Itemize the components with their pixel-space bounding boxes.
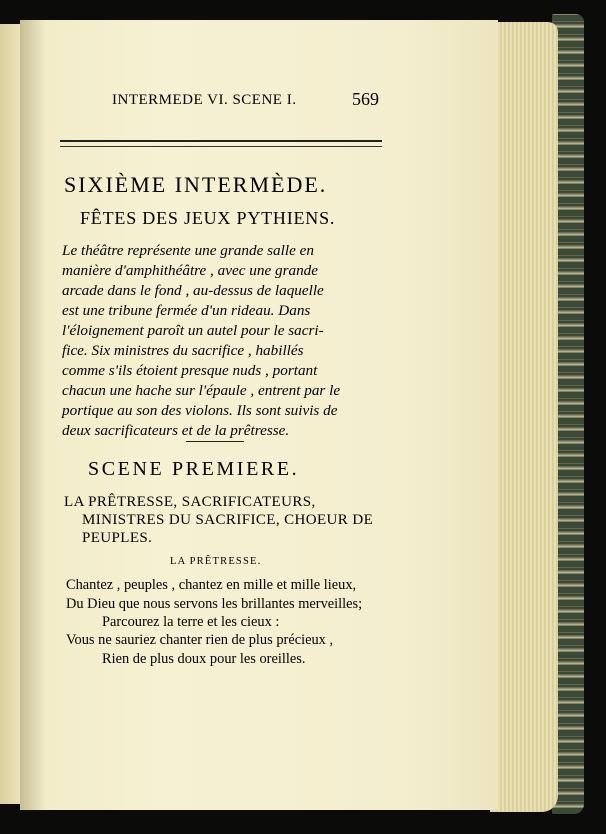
page-fore-edge [490, 22, 558, 812]
gutter-shadow [20, 20, 46, 810]
scene-title: SCENE PREMIERE. [88, 458, 300, 480]
fetes-title: FÊTES DES JEUX PYTHIENS. [80, 208, 336, 228]
verse-line: Rien de plus doux pour les oreilles. [102, 651, 306, 667]
verse-line: Du Dieu que nous servons les brillantes merveilles; [66, 596, 363, 612]
page-number: 569 [352, 89, 379, 109]
running-head: INTERMEDE VI. SCENE I. [112, 92, 297, 108]
stage-direction-line: comme s'ils étoient presque nuds , portant [62, 362, 318, 379]
verse-line: Chantez , peuples , chantez en mille et mille lieux, [66, 577, 357, 593]
header-rule-thin [60, 146, 382, 147]
characters-line: LA PRÊTRESSE, SACRIFICATEURS, [64, 494, 316, 510]
stage-direction-line: arcade dans le fond , au-dessus de laquelle [62, 282, 324, 299]
stage-direction-line: chacun une hache sur l'épaule , entrent par le [62, 382, 341, 399]
stage-direction-line: manière d'amphithéâtre , avec une grande [62, 262, 319, 279]
verse-line: Parcourez la terre et les cieux : [102, 614, 280, 630]
stage-direction-line: Le théâtre représente une grande salle en [62, 242, 314, 259]
section-rule [186, 441, 244, 442]
stage-direction-line: fice. Six ministres du sacrifice , habillés [62, 342, 304, 359]
header-rule [60, 140, 382, 142]
intermede-title: SIXIÈME INTERMÈDE. [64, 172, 328, 197]
verse-line: Vous ne sauriez chanter rien de plus précieux , [66, 632, 334, 648]
characters-line: PEUPLES. [82, 530, 153, 546]
stage-direction-line: deux sacrificateurs et de la prêtresse. [62, 422, 290, 439]
stage-direction-line: l'éloignement paroît un autel pour le sacri- [62, 322, 324, 339]
stage-direction-line: est une tribune fermée d'un rideau. Dans [62, 302, 311, 319]
characters-line: MINISTRES DU SACRIFICE, CHOEUR DE [82, 512, 374, 528]
stage-direction-line: portique au son des violons. Ils sont suivis de [62, 402, 338, 419]
speaker-name: LA PRÊTRESSE. [170, 556, 262, 567]
